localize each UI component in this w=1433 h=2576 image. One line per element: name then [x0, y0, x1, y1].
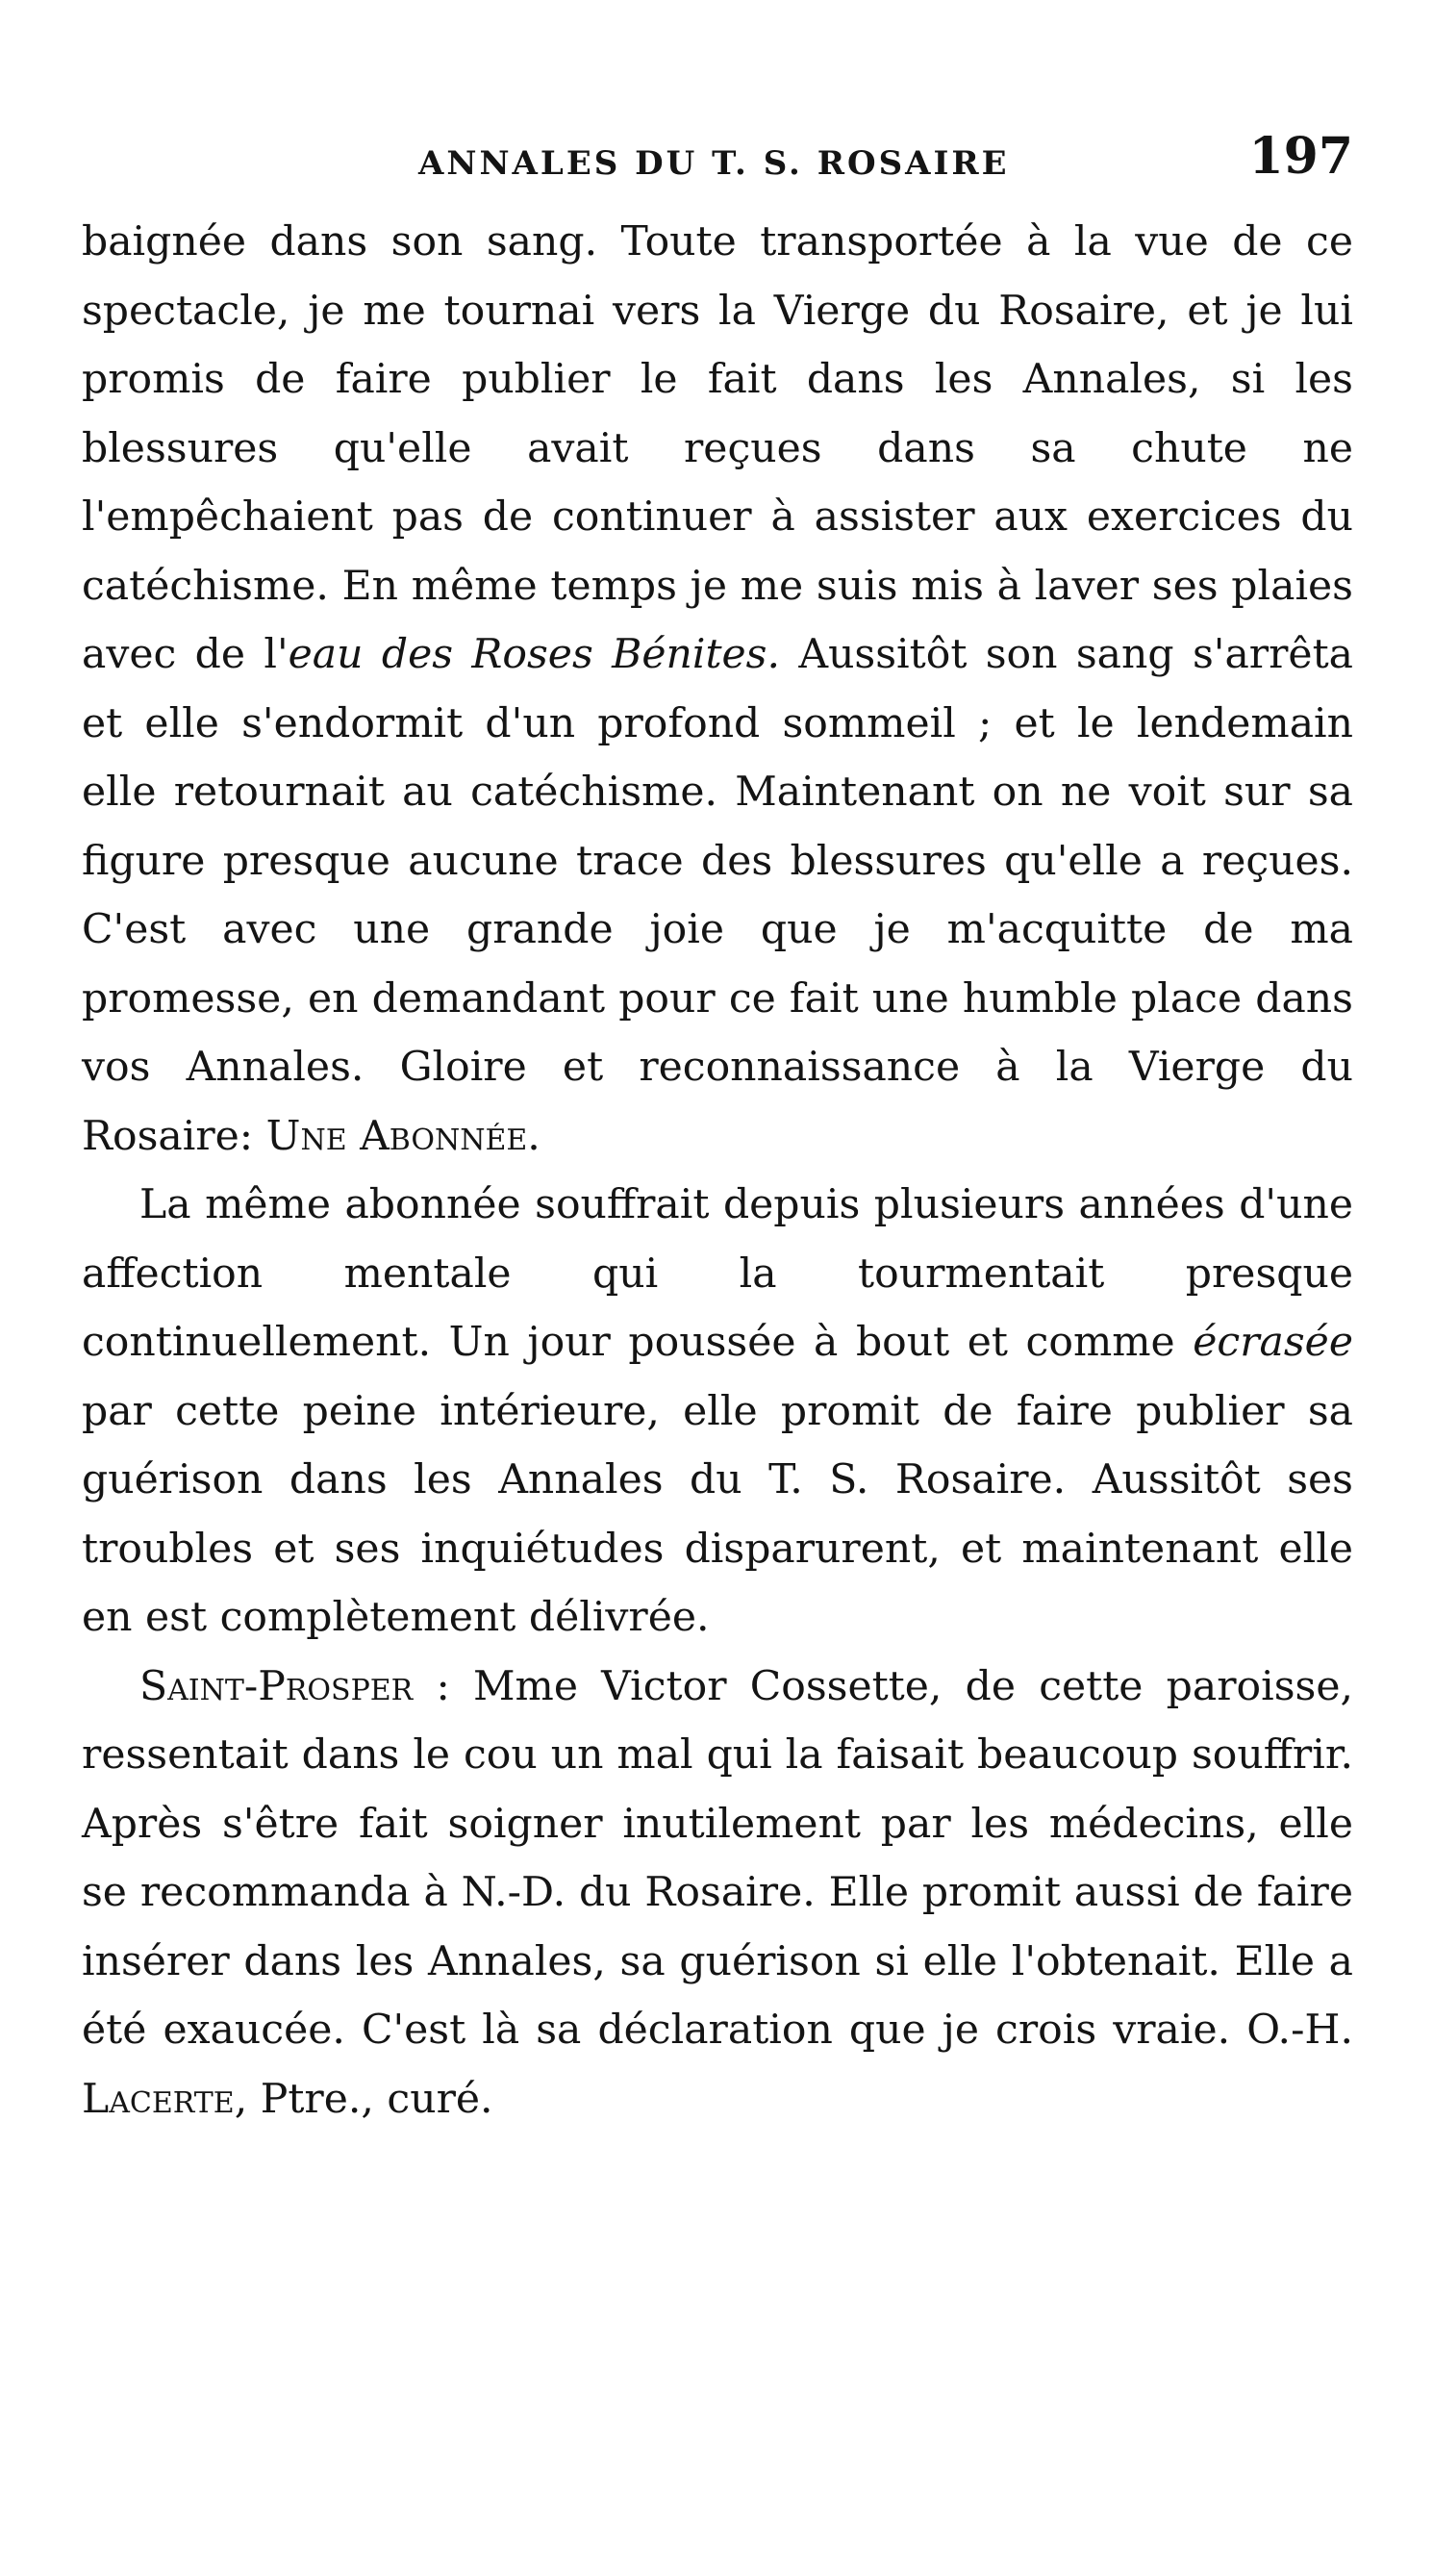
signature: Une Abonnée. — [265, 1112, 541, 1160]
page-header — [82, 123, 1353, 200]
paragraph-1-text-b: Aussitôt son sang s'arrêta et elle s'endormit d'un profond sommeil ; et le lendemain elle retournait au catéchisme. Maintenant on ne voit sur sa figure presque aucune trace des blessures qu'elle a reçues. C'est avec une grande joie que je m'acquitte de ma promesse, en demandant pour ce fait une humble place dans vos Annales. Gloire et reconnaissance à la Vierge du Rosaire: — [82, 631, 1353, 1160]
paragraph-2-italic: écrasée — [1193, 1319, 1353, 1366]
paragraph-1-text-a: baignée dans son sang. Toute transportée à la vue de ce spectacle, je me tournai vers la Vierge du Rosaire, et je lui promis de faire publier le fait dans les Annales, si les blessures qu'elle avait reçues dans sa chute ne l'empêchaient pas de continuer à assister aux exercices du catéchisme. En même temps je me suis mis à laver ses plaies avec de l' — [82, 218, 1353, 678]
running-title: ANNALES DU T. S. ROSAIRE — [418, 144, 1010, 183]
paragraph-2-text-a: La même abonnée souffrait depuis plusieurs années d'une affection mentale qui la tourmentait presque continuellement. Un jour poussée à bout et comme — [82, 1181, 1353, 1366]
paragraph-3 — [82, 1653, 1353, 2134]
page — [82, 123, 1353, 2134]
paragraph-3-text-a: : Mme Victor Cossette, de cette paroisse, ressentait dans le cou un mal qui la faisait beaucoup souffrir. Après s'être fait soigner inutilement par les médecins, elle se recommanda à N.-D. du Rosaire. Elle promit aussi de faire insérer dans les Annales, sa guérison si elle l'obtenait. Elle a été exaucée. C'est là sa déclaration que je crois vraie. O.-H. — [82, 1662, 1353, 2054]
body-text — [82, 208, 1353, 2134]
signer-name: Lacerte — [82, 2075, 235, 2123]
paragraph-2 — [82, 1171, 1353, 1653]
paragraph-1 — [82, 208, 1353, 1171]
paragraph-1-italic: eau des Roses Bénites. — [288, 631, 781, 678]
place-name: Saint-Prosper — [139, 1662, 414, 1710]
paragraph-2-text-b: par cette peine intérieure, elle promit de faire publier sa guérison dans les Annales du T. S. Rosaire. Aussitôt ses troubles et ses inquiétudes disparurent, et maintenant elle en est complètement délivrée. — [82, 1387, 1353, 1641]
page-number: 197 — [1248, 127, 1353, 186]
paragraph-3-text-b: , Ptre., curé. — [234, 2075, 493, 2123]
